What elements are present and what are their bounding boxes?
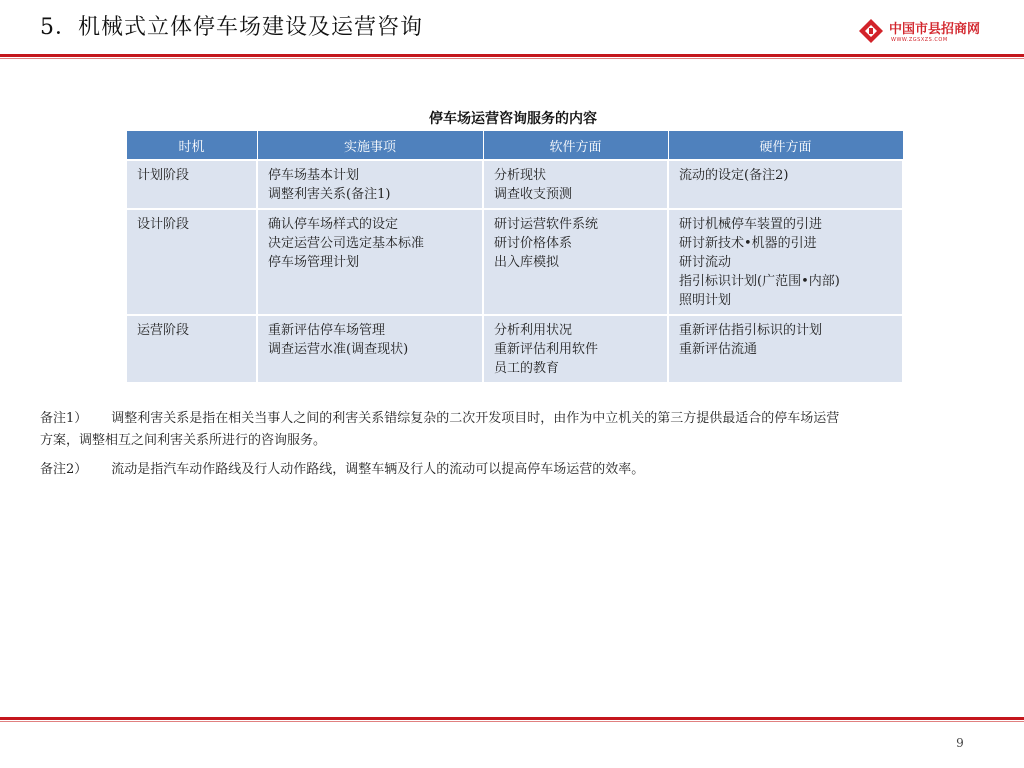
cell-line: 设计阶段 [137,217,190,232]
cell-line: 决定运营公司选定基本标准 [268,236,425,251]
cell-timing [126,209,257,315]
cell-line: 调查运营水准(调查现状) [268,342,409,357]
brand-logo [858,14,1008,48]
logo-url: WWW.ZGSXZS.COM [891,37,948,43]
header-divider [0,54,1024,57]
cell-line: 停车场基本计划 [268,168,360,183]
cell-line: 重新评估流通 [679,342,758,357]
page-number: 9 [956,736,964,750]
footnote-label: 备注1） [40,411,88,426]
cell-hardware [668,160,903,209]
cell-line: 研讨新技术•机器的引进 [679,236,817,251]
table-header-row [126,131,903,161]
cell-line: 分析利用状况 [494,323,573,338]
cell-line: 调查收支预测 [494,187,573,202]
footnote-2 [40,459,990,481]
cell-line: 重新评估指引标识的计划 [679,323,823,338]
header-items: 实施事项 [257,131,483,161]
table-row [126,209,903,315]
table-row [126,315,903,383]
footnote-label: 备注2） [40,462,88,477]
cell-line: 重新评估停车场管理 [268,323,386,338]
cell-line: 出入库模拟 [494,255,560,270]
cell-line: 指引标识计划(广范围•内部) [679,274,840,289]
cell-line: 重新评估利用软件 [494,342,599,357]
cell-line: 确认停车场样式的设定 [268,217,399,232]
footnote-text: 调整利害关系是指在相关当事人之间的利害关系错综复杂的二次开发项目时，由作为中立机关的第三方提供最适合的停车场运营 [111,411,840,426]
footer-divider [0,717,1024,720]
slide-title: 5．机械式立体停车场建设及运营咨询 [40,15,423,40]
cell-items [257,209,483,315]
footer-divider-thin [0,721,1024,722]
logo-text: 中国市县招商网 [889,22,981,37]
header-divider-thin [0,58,1024,59]
cell-hardware [668,209,903,315]
cell-line: 停车场管理计划 [268,255,360,270]
cell-timing [126,160,257,209]
footnote-text: 流动是指汽车动作路线及行人动作路线，调整车辆及行人的流动可以提高停车场运营的效率。 [111,462,645,477]
cell-line: 研讨运营软件系统 [494,217,599,232]
consulting-service-table [125,130,904,384]
cell-timing [126,315,257,383]
cell-software [483,315,668,383]
cell-line: 研讨价格体系 [494,236,573,251]
cell-line: 照明计划 [679,293,732,308]
cell-line: 计划阶段 [137,168,190,183]
cell-line: 运营阶段 [137,323,190,338]
cell-line: 流动的设定(备注2) [679,168,789,183]
header-timing: 时机 [126,131,257,161]
cell-line: 调整利害关系(备注1) [268,187,391,202]
footnote-1 [40,408,990,452]
cell-items [257,315,483,383]
header-hardware: 硬件方面 [668,131,903,161]
cell-line: 员工的教育 [494,361,560,376]
cell-software [483,209,668,315]
footnote-text-continued: 方案，调整相互之间利害关系所进行的咨询服务。 [40,433,327,448]
cell-hardware [668,315,903,383]
cell-software [483,160,668,209]
logo-emblem-icon [858,18,884,44]
cell-items [257,160,483,209]
table-row [126,160,903,209]
table-caption: 停车场运营咨询服务的内容 [429,111,597,127]
header-software: 软件方面 [483,131,668,161]
cell-line: 分析现状 [494,168,547,183]
cell-line: 研讨机械停车装置的引进 [679,217,823,232]
cell-line: 研讨流动 [679,255,732,270]
